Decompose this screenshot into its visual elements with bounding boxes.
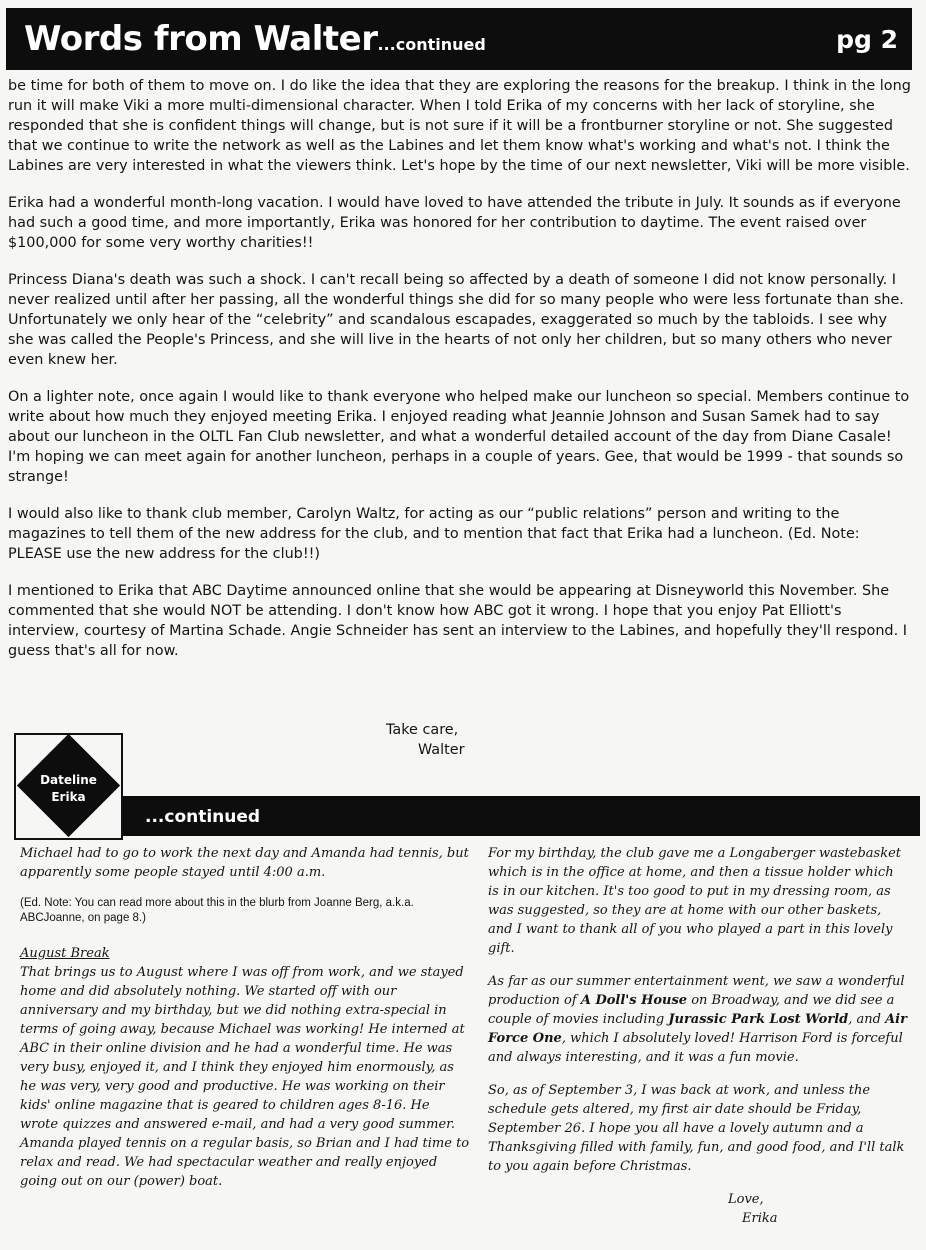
letter-signature: Walter	[418, 742, 465, 758]
column-signature: Erika	[742, 1211, 778, 1226]
dateline-label-line2: Erika	[51, 790, 86, 804]
letter-closing: Take care,	[386, 722, 459, 738]
dateline-logo	[14, 733, 123, 840]
dateline-continued: ...continued	[145, 807, 261, 827]
movie-title: Air Force One	[488, 1012, 907, 1046]
header-bar	[6, 8, 912, 70]
text-run: As far as our summer entertainment went, we saw a wonderful production of	[488, 974, 905, 1008]
letter-paragraph: be time for both of them to move on. I do like the idea that they are exploring the reasons for the breakup. I think in the long run it will make Viki a more multi-dimensional character. When I told Erika of my concerns with her lack of storyline, she responded that she is confident things will change, but is not sure if it will be a frontburner storyline or not. She suggested that we continue to write the network as well as the Labines and let them know what's working and what's not. I think the Labines are very interested in what the viewers think. Let's hope by the time of our next newsletter, Viki will be more visible.	[8, 78, 911, 174]
title-text: Words from Walter	[24, 19, 378, 59]
letter-paragraph: On a lighter note, once again I would like to thank everyone who helped make our luncheon so special. Members continue to write about how much they enjoyed meeting Erika. I enjoyed reading what Jeannie Johnson and Susan Samek had to say about our luncheon in the OLTL Fan Club newsletter, and what a wonderful detailed account of the day from Diane Casale! I'm hoping we can meet again for another luncheon, perhaps in a couple of years. Gee, that would be 1999 - that sounds so strange!	[8, 389, 910, 485]
column-right	[488, 844, 908, 1228]
page-title	[24, 19, 486, 59]
page-number: pg 2	[836, 24, 898, 54]
letter-paragraph: I mentioned to Erika that ABC Daytime announced online that she would be appearing at Disneyworld this November. She commented that she would NOT be attending. I don't know how ABC got it wrong. I hope that you enjoy Pat Elliott's interview, courtesy of Martina Schade. Angie Schneider has sent an interview to the Labines, and hopefully they'll respond. I guess that's all for now.	[8, 583, 907, 659]
ed-note: (Ed. Note: You can read more about this in the blurb from Joanne Berg, a.k.a. ABCJoanne, on page 8.)	[20, 897, 414, 924]
letter-paragraph: Erika had a wonderful month-long vacation. I would have loved to have attended the tribute in July. It sounds as if everyone had such a good time, and more importantly, Erika was honored for her contribution to daytime. The event raised over $100,000 for some very worthy charities!!	[8, 195, 901, 251]
text-run: , and	[848, 1012, 886, 1027]
movie-title: Jurassic Park Lost World	[668, 1012, 849, 1027]
column-paragraph: For my birthday, the club gave me a Longaberger wastebasket which is in the office at home, and then a tissue holder which is in our kitchen. It's too good to put in my dressing room, as was suggested, so they are at home with our other baskets, and I want to thank all of you who played a part in this lovely gift.	[488, 846, 901, 956]
dateline-bar	[123, 796, 920, 836]
column-left	[20, 844, 470, 1205]
text-run: , which I absolutely loved! Harrison Ford is forceful and always interesting, and it was a fun movie.	[488, 1031, 903, 1065]
column-body: That brings us to August where I was off from work, and we stayed home and did absolutely nothing. We started off with our anniversary and my birthday, but we did nothing extra-special in terms of going away, because Michael was working! He interned at ABC in their online division and he had a wonderful time. He was very busy, enjoyed it, and I think they enjoyed him enormously, as he was very, very good and productive. He was working on their kids' online magazine that is geared to children ages 8-16. He wrote quizzes and answered e-mail, and had a very good summer. Amanda played tennis on a regular basis, so Brian and I had time to relax and read. We had spectacular weather and really enjoyed going out on our (power) boat.	[20, 965, 470, 1189]
section-subhead: August Break	[20, 946, 110, 961]
letter-paragraph: I would also like to thank club member, Carolyn Waltz, for acting as our “public relations” person and writing to the magazines to tell them of the new address for the club, and to mention that fact that Erika had a luncheon. (Ed. Note: PLEASE use the new address for the club!!)	[8, 506, 860, 562]
letter-signoff	[386, 720, 465, 760]
letter-body	[8, 76, 912, 678]
text-run: on Broadway, and we did see a couple of movies including	[488, 993, 895, 1027]
column-closing: Love,	[728, 1192, 764, 1207]
dateline-label-line1: Dateline	[40, 773, 97, 787]
column-paragraph: So, as of September 3, I was back at work, and unless the schedule gets altered, my first air date should be Friday, September 26. I hope you all have a lovely autumn and a Thanksgiving filled with family, fun, and good food, and I'll talk to you again before Christmas.	[488, 1083, 905, 1174]
title-continued: ...continued	[377, 35, 486, 54]
dateline-label	[16, 772, 121, 806]
column-intro: Michael had to go to work the next day and Amanda had tennis, but apparently some people stayed until 4:00 a.m.	[20, 846, 469, 880]
column-signoff	[488, 1190, 908, 1228]
column-paragraph	[488, 972, 908, 1067]
letter-paragraph: Princess Diana's death was such a shock. I can't recall being so affected by a death of someone I did not know personally. I never realized until after her passing, all the wonderful things she did for so many people who were less fortunate than she. Unfortunately we only hear of the “celebrity” and scandalous escapades, exaggerated so much by the tabloids. I see why she was called the People's Princess, and she will live in the hearts of not only her children, but so many others who never even knew her.	[8, 272, 904, 368]
show-title: A Doll's House	[580, 993, 688, 1008]
